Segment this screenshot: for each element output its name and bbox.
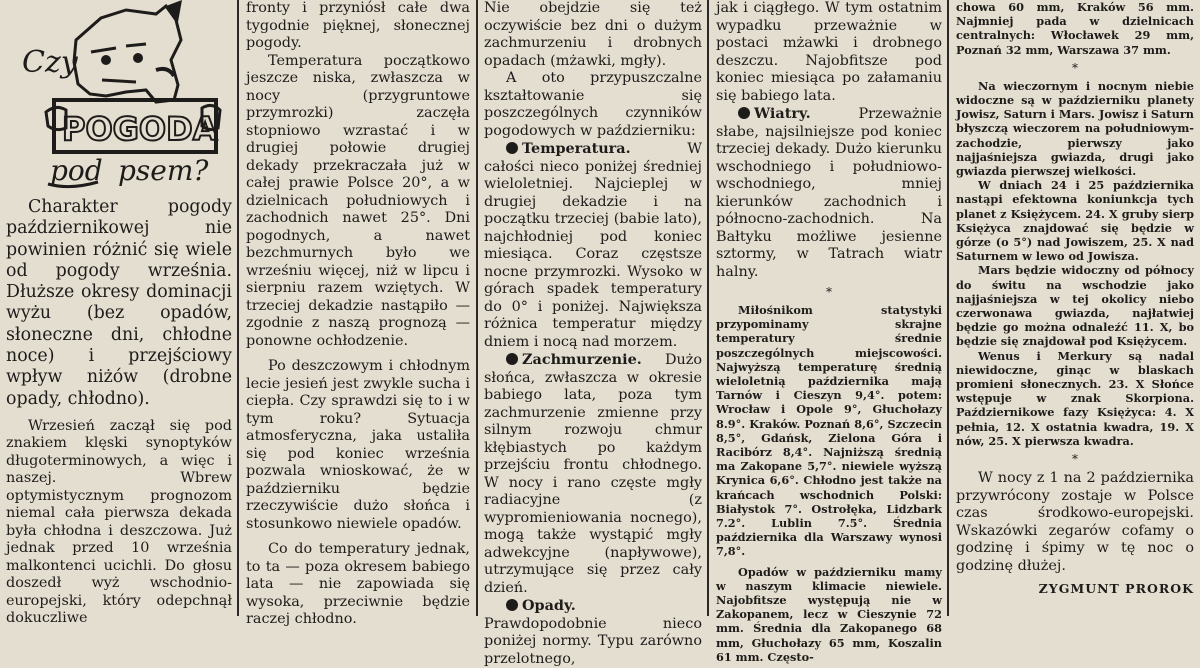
star-separator: * bbox=[1072, 452, 1078, 467]
section-heading: Wiatry. bbox=[754, 105, 811, 122]
column-2 bbox=[240, 0, 476, 627]
paragraph: chowa 60 mm, Kraków 56 mm. Najmniej pada w dzielnicach centralnych: Włocławek 29 mm, Poznań 32 mm, Warszawa 37 mm. bbox=[956, 0, 1194, 57]
paragraph: Opadów w październiku mamy w naszym klimacie niewiele. Najobfitsze występują nie w Zakopanem, lecz w Cieszynie 72 mm. Średnia dla Zakopanego 68 mm, Głuchołazy 65 mm, Koszalin 61 mm. Często- bbox=[716, 564, 942, 664]
bullet-icon bbox=[506, 142, 518, 154]
logo-word-czy: Czy bbox=[22, 45, 78, 80]
bullet-icon bbox=[506, 353, 518, 365]
logo-word-pogoda: POGODA bbox=[62, 110, 218, 148]
paragraph: W dniach 24 i 25 października nastąpi efektowna koniunkcja tych planet z Księżycem. 24. X gruby sierp Księżyca znajdować się będzie w górze (o 5°) nad Jowiszem, 25. X nad Saturnem w lewo od Jowisza. bbox=[956, 178, 1194, 264]
section-cloudiness bbox=[484, 351, 702, 597]
section-body: Przeważnie słabe, najsilniejsze pod koniec trzeciej dekady. Dużo kierunku wschodniego i południowo-wschodniego, mniej kierunków zachodnich i północno-zachodnich. Na Bałtyku możliwe jesienne sztormy, w Tatrach wiatr halny. bbox=[716, 106, 942, 280]
section-winds bbox=[716, 105, 942, 281]
paragraph: A oto przypuszczalne kształtowanie się poszczególnych czynników pogodowych w październiku: bbox=[484, 70, 702, 139]
paragraph: W nocy z 1 na 2 października przywrócony zostaje w Polsce czas środkowo-europejski. Wskazówki zegarów cofamy o godzinę i śpimy w tę noc o godzinę dłużej. bbox=[956, 470, 1194, 574]
column-4 bbox=[710, 0, 948, 664]
column-5 bbox=[950, 0, 1200, 616]
section-heading: Temperatura. bbox=[522, 140, 631, 157]
paragraph: Nie obejdzie się też oczywiście bez dni o dużym zachmurzeniu i drobnych opadach (mżawki, mgły). bbox=[484, 0, 702, 69]
paragraph: Wrzesień zaczął się pod znakiem klęski synoptyków długoterminowych, a więc i naszej. Wbrew optymistycznym prognozom niemal cała pierwsza dekada była chłodna i deszczowa. Już jednak przed 10 września malkontenci ucichli. Do głosu doszedł wyż wschodnio-europejski, który odepchnął dokuczliwe bbox=[6, 417, 232, 627]
section-temperature bbox=[484, 140, 702, 351]
paragraph: Mars będzie widoczny od północy do świtu na wschodzie jako najjaśniejsza w tej okolicy niebo czerwonawa gwiazda, najłatwiej będzie go można odnaleźć 11. X, bo będzie się znajdował pod Księżycem. bbox=[956, 263, 1194, 349]
logo-word-pod: pod bbox=[50, 154, 103, 187]
section-precipitation bbox=[484, 597, 702, 668]
section-heading: Zachmurzenie. bbox=[522, 351, 642, 368]
paragraph: Temperatura początkowo jeszcze niska, zwłaszcza w nocy (przygruntowe przymrozki) zaczęła stopniowo wzrastać i w drugiej połowie drugiej dekady przekraczała już w całej prawie Polsce 20°, a w dzielnicach południowych i zachodnich nawet 25°. Dni pogodnych, a nawet bezchmurnych było we wrześniu więcej, niż w lipcu i sierpniu razem wziętych. W trzeciej dekadzie nastąpiło — zgodnie z naszą prognozą — ponowne ochłodzenie. bbox=[246, 52, 470, 349]
section-body: Prawdopodobnie nieco poniżej normy. Typu zarówno przelotnego, bbox=[484, 615, 702, 667]
column-3 bbox=[478, 0, 708, 667]
paragraph: Co do temperatury jednak, to ta — poza okresem babiego lata — nie zapowiada się wysoka, przeciwnie będzie raczej chłodno. bbox=[246, 541, 470, 627]
paragraph: Na wieczornym i nocnym niebie widoczne są w październiku planety Jowisz, Saturn i Mars. Jowisz i Saturn błyszczą wieczorem na południowym-zachodzie, pierwszy jako najjaśniejsza gwiazda, drugi jako gwiazda pierwszej wielkości. bbox=[956, 78, 1194, 179]
title-logo bbox=[6, 0, 232, 205]
bullet-icon bbox=[506, 599, 518, 611]
paragraph: Miłośnikom statystyki przypominamy skrajne temperatury średnie poszczególnych miejscowości. Najwyższą temperaturę średnią wieloletnią października mają Tarnów i Cieszyn 9,4°. potem: Wrocław i Opole 9°, Głuchołazy 8.9°. Kraków. Poznań 8,6°, Szczecin 8,5°, Gdańsk, Zielona Góra i Racibórz 8,4°. Najniższą średnią ma Zakopane 5,7°. niewiele wyższą Krynica 6,6°. Chłodno jest także na krańcach wschodnich Polski: Białystok 7°. Ostrołęka, Lidzbark 7.2°. Lublin 7.5°. Średnia października dla Warszawy wynosi 7,8°. bbox=[716, 303, 942, 559]
star-separator: * bbox=[1072, 60, 1078, 75]
author-signature: ZYGMUNT PROROK bbox=[1038, 581, 1194, 597]
paragraph: Po deszczowym i chłodnym lecie jesień jest zwykle sucha i ciepła. Czy sprawdzi się to i w tym roku? Sytuacja atmosferyczna, jaka ustaliła się pod koniec września pozwala wnioskować, że w październiku będzie rzeczywiście dużo słońca i stosunkowo niewiele opadów. bbox=[246, 358, 470, 532]
bullet-icon bbox=[738, 107, 750, 119]
dog-illustration bbox=[6, 0, 232, 205]
section-body: Dużo słońca, zwłaszcza w okresie babiego lata, poza tym zachmurzenie zmienne przy silnym rozwoju chmur kłębiastych po każdym przejściu frontu chłodnego. W nocy i rano częste mgły radiacyjne (z wypromieniowania nocnego), mogą także wystąpić mgły adwekcyjne (napływowe), utrzymujące się przez cały dzień. bbox=[484, 352, 702, 596]
article-lead: Charakter pogody październikowej nie powinien różnić się wiele od pogody września. Dłuższe okresy dominacji wyżu (bez opadów, słoneczne dni, chłodne noce) i przejściowy wpływ niżów (drobne opady, chłodno). bbox=[6, 197, 232, 409]
section-heading: Opady. bbox=[522, 597, 576, 614]
section-body: W całości nieco poniżej średniej wieloletniej. Najcieplej w drugiej dekadzie i na początku trzeciej (babie lato), najchłodniej pod koniec miesiąca. Coraz częstsze nocne przymrozki. Wysoko w górach spadek temperatury do 0° i poniżej. Największa różnica temperatur między dniem i nocą nad morzem. bbox=[484, 141, 702, 350]
paragraph: jak i ciągłego. W tym ostatnim wypadku przeważnie w postaci mżawki i drobnego deszczu. Najobfitsze pod koniec miesiąca po załamaniu się babiego lata. bbox=[716, 0, 942, 104]
logo-word-psem: psem? bbox=[118, 154, 209, 187]
column-1 bbox=[0, 0, 238, 627]
paragraph: Wenus i Merkury są nadal niewidoczne, ginąc w blaskach promieni słonecznych. 23. X Słońce wstępuje w znak Skorpiona. Październikowe fazy Księżyca: 4. X pełnia, 12. X ostatnia kwadra, 19. X nów, 25. X pierwsza kwadra. bbox=[956, 348, 1194, 448]
star-separator: * bbox=[826, 285, 832, 299]
paragraph: fronty i przyniósł całe dwa tygodnie pięknej, słonecznej pogody. bbox=[246, 0, 470, 51]
